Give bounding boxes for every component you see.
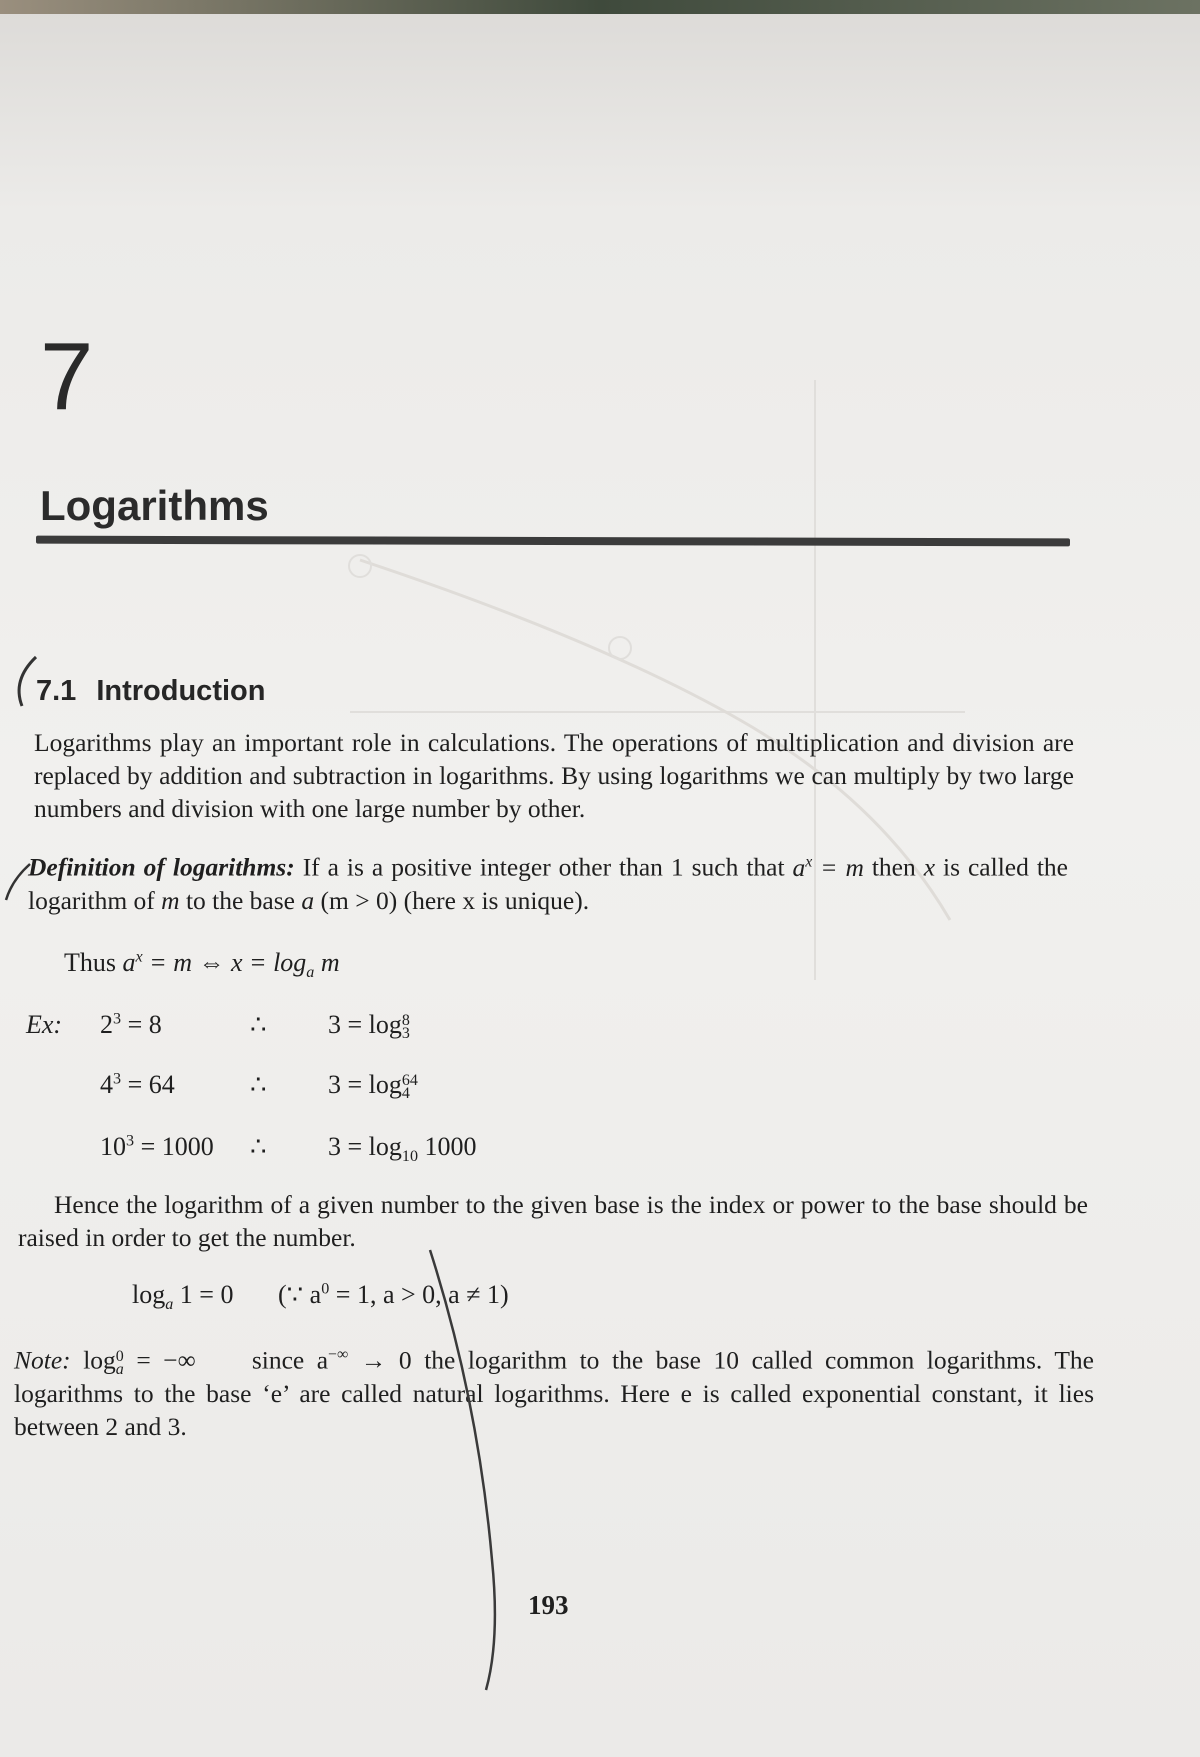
definition-text-3: is called the logarithm of	[28, 852, 1068, 915]
example-row-3-rhs: $3 = \log_{10} 1000$	[328, 1132, 477, 1166]
definition-var-a: a	[301, 885, 315, 915]
example-row-1-rhs: 3 = log 8 3	[328, 1010, 410, 1043]
definition-var-x: x	[923, 852, 936, 882]
section-number: 7.1	[36, 675, 77, 707]
definition-text-5: (m > 0)	[314, 885, 398, 915]
log-one-equation: $\log_a 1 = 0$ (∵ $a^0 = 1$, a > 0, a ≠ 1)	[132, 1280, 509, 1314]
section-title: Introduction	[96, 675, 266, 707]
intro-paragraph: Logarithms play an important role in calculations. The operations of multiplication and division are replaced by addition and subtraction in logarithms. By using logarithms we can multiply by two large numbers and division with one large number by other.	[34, 728, 1074, 823]
therefore-symbol: ∴	[250, 1132, 267, 1161]
definition-condition: $a^x = m$	[792, 852, 864, 882]
chapter-title: Logarithms	[40, 482, 269, 529]
note-paragraph: Note: log 0 a = −∞ since a−∞ → 0 the logarithm to the base 10 called common logarithms. The logarithms to the base ‘e’ are called natural logarithms. Here e is called exponential constant, it lies between 2 and 3.	[14, 1345, 1094, 1441]
definition-text-4: to the base	[179, 885, 302, 915]
therefore-symbol: ∴	[250, 1070, 267, 1099]
example-row-2-rhs: 3 = log 64 4	[328, 1070, 418, 1103]
thus-equation: Thus $a^x = m$ ⇔ $x = \log_a m$	[64, 948, 340, 982]
therefore-symbol: ∴	[250, 1010, 267, 1039]
definition-text: If a is a positive integer other than 1 such that	[294, 852, 793, 882]
definition-var-m: m	[161, 885, 180, 915]
definition-text-6: (here x is unique).	[397, 885, 590, 915]
definition-label: Definition of logarithms:	[28, 852, 295, 882]
example-row-2-lhs: $4^3 = 64$	[100, 1070, 175, 1099]
chapter-number: 7	[40, 323, 94, 430]
example-label: Ex:	[26, 1010, 63, 1039]
note-label: Note:	[14, 1345, 71, 1375]
page-number: 193	[528, 1590, 569, 1620]
definition-text-2: then	[863, 852, 924, 882]
example-row-1-lhs: $2^3 = 8$	[100, 1010, 162, 1039]
example-row-3-lhs: $10^3 = 1000$	[100, 1132, 214, 1161]
hence-paragraph: Hence the logarithm of a given number to the given base is the index or power to the base should be raised in order to get the number.	[18, 1190, 1088, 1252]
